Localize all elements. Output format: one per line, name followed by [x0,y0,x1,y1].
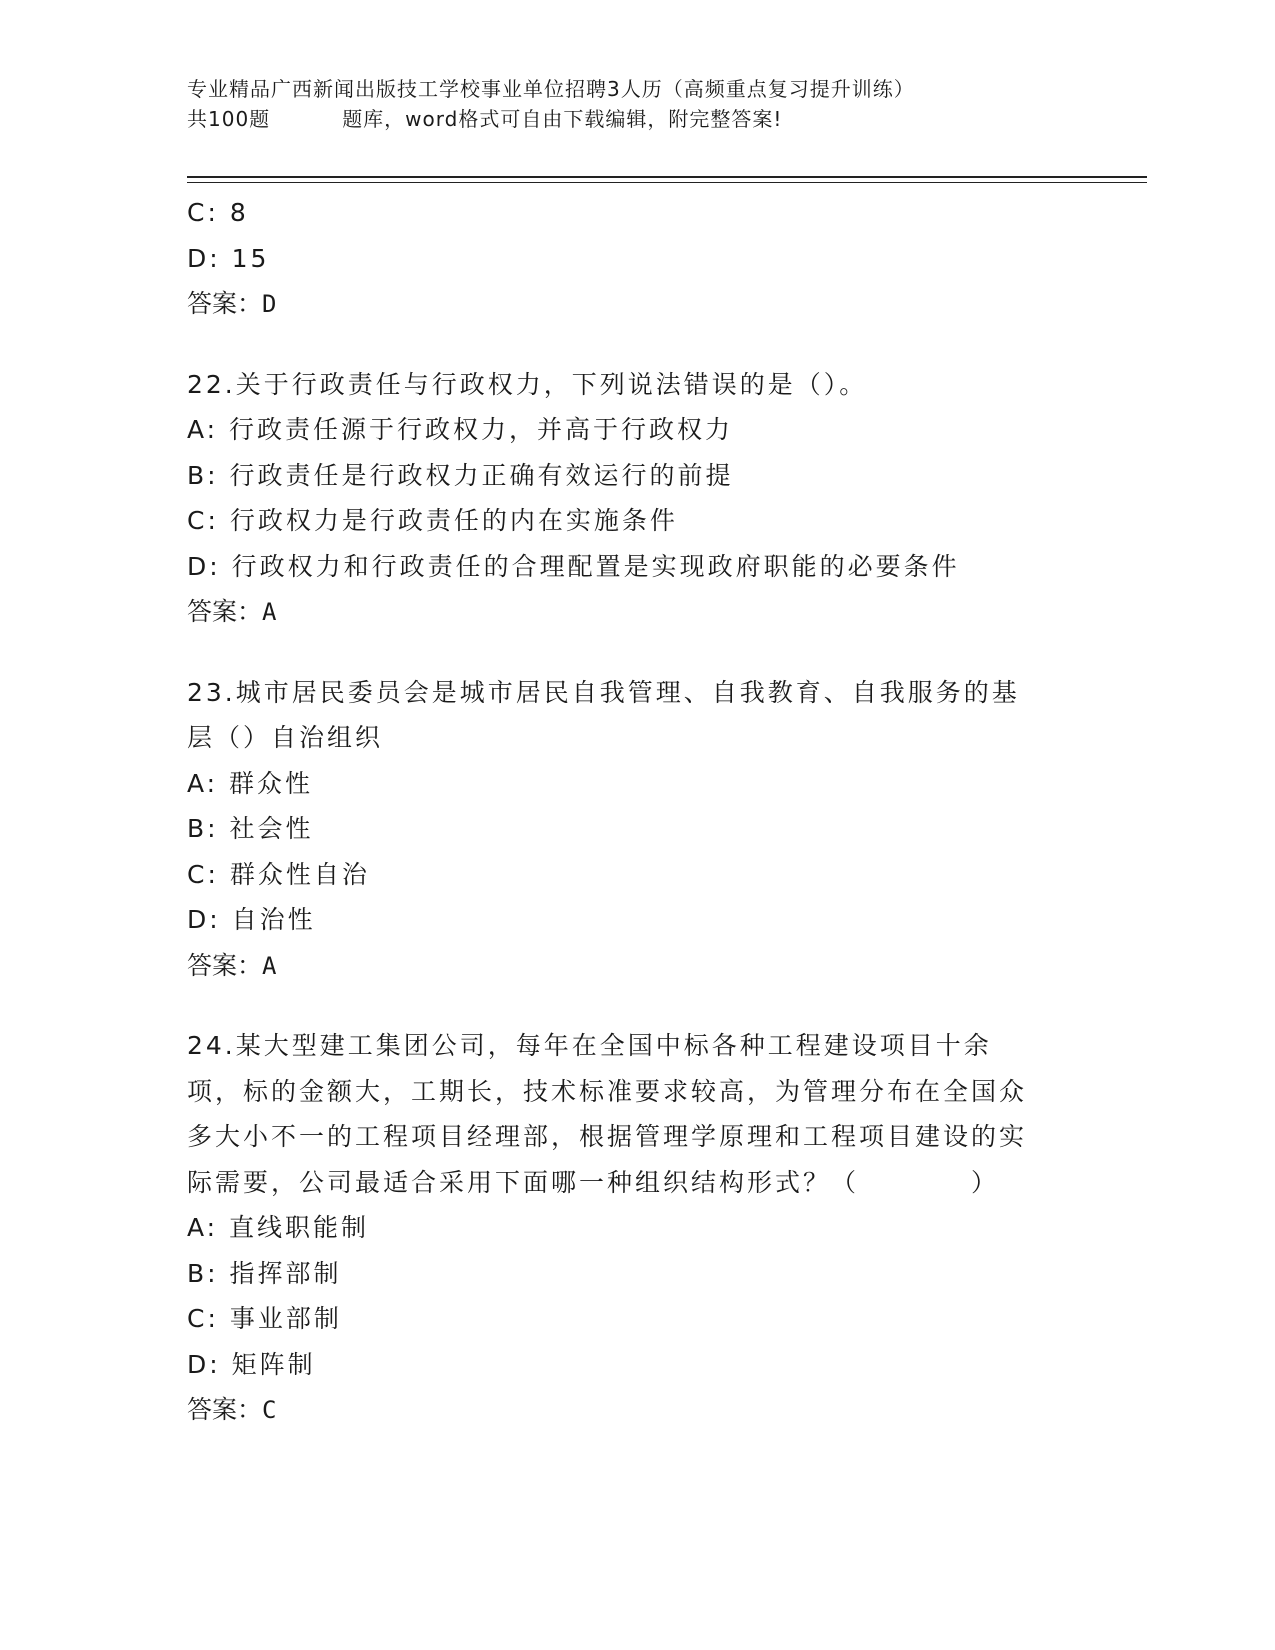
answer-value: A [262,951,277,980]
answer-label: 答案： [187,1395,263,1424]
question-24 [187,1023,1087,1434]
option-a: A: 行政责任源于行政权力，并高于行政权力 [187,415,734,444]
question-list [187,190,1087,1434]
answer-line [187,943,1087,990]
header-subtitle [187,104,1147,134]
option-d: D: 15 [187,243,270,273]
header-title: 专业精品广西新闻出版技工学校事业单位招聘3人历（高频重点复习提升训练） [187,77,915,101]
answer-line [187,1387,1087,1434]
answer-label: 答案： [187,289,263,318]
option-d: D: 矩阵制 [187,1349,316,1379]
answer-value: D [262,290,277,318]
question-stem: 24.某大型建工集团公司，每年在全国中标各种工程建设项目十余项，标的金额大，工期长，技术标准要求较高，为管理分布在全国众多大小不一的工程项目经理部，根据管理学原理和工程项目建设的实际需要，公司最适合采用下面哪一种组织结构形式？（ ） [187,1031,1028,1197]
header-description: 题库，word格式可自由下载编辑，附完整答案! [342,107,783,131]
option-c: C: 事业部制 [187,1304,342,1333]
question-stem: 22.关于行政责任与行政权力，下列说法错误的是（）。 [187,369,868,399]
option-b: B: 指挥部制 [187,1258,342,1288]
answer-line [187,589,1087,636]
answer-line [187,281,1087,328]
answer-label: 答案： [187,597,263,626]
header-divider-thin [187,182,1147,183]
answer-label: 答案： [187,950,263,980]
question-stem: 23.城市居民委员会是城市居民自我管理、自我教育、自我服务的基层（）自治组织 [187,677,1020,752]
header-divider-thick [187,176,1147,178]
answer-value: A [262,598,277,626]
answer-value: C [262,1396,277,1424]
option-a: A: 群众性 [187,768,314,798]
document-header [187,74,1147,134]
question-23 [187,670,1087,990]
option-d: D: 行政权力和行政责任的合理配置是实现政府职能的必要条件 [187,551,960,581]
header-question-count: 共100题 [187,107,271,131]
option-c: C: 行政权力是行政责任的内在实施条件 [187,506,678,535]
option-b: B: 行政责任是行政权力正确有效运行的前提 [187,460,734,490]
previous-question-tail [187,190,1087,328]
question-22 [187,362,1087,636]
option-a: A: 直线职能制 [187,1213,370,1242]
option-d: D: 自治性 [187,905,316,934]
option-b: B: 社会性 [187,814,314,843]
option-c: C: 8 [187,198,249,227]
option-c: C: 群众性自治 [187,859,370,889]
